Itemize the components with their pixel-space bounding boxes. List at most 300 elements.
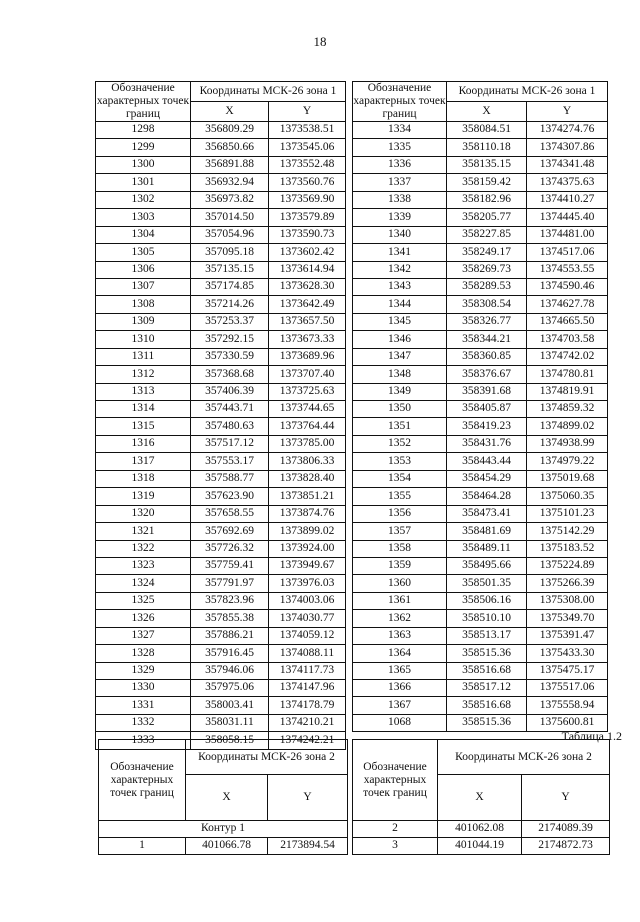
x-value: 357330.59 — [191, 348, 269, 365]
y-value: 1374117.73 — [269, 662, 346, 679]
table-row — [96, 366, 346, 383]
y-value: 1374445.40 — [527, 209, 608, 226]
x-value: 358516.68 — [447, 662, 527, 679]
table-row — [96, 645, 346, 662]
table-row — [96, 453, 346, 470]
table-row — [353, 366, 608, 383]
table-row — [353, 278, 608, 295]
x-value: 356850.66 — [191, 139, 269, 156]
point-number: 1312 — [96, 366, 191, 383]
x-value: 358205.77 — [447, 209, 527, 226]
table-row — [96, 610, 346, 627]
table-row — [353, 122, 608, 139]
point-number: 1351 — [353, 418, 447, 435]
y-value: 1375183.52 — [527, 540, 608, 557]
point-number: 1332 — [96, 714, 191, 731]
point-number: 1320 — [96, 505, 191, 522]
x-value: 357855.38 — [191, 610, 269, 627]
table-row — [353, 610, 608, 627]
table-row — [353, 453, 608, 470]
x-value: 358159.42 — [447, 174, 527, 191]
x-value: 358269.73 — [447, 261, 527, 278]
table-row — [96, 209, 346, 226]
point-number: 1352 — [353, 435, 447, 452]
point-number: 1331 — [96, 697, 191, 714]
point-number: 1302 — [96, 191, 191, 208]
y-value: 1374375.63 — [527, 174, 608, 191]
y-value: 1373851.21 — [269, 488, 346, 505]
point-number: 1336 — [353, 156, 447, 173]
x-value: 357054.96 — [191, 226, 269, 243]
y-value: 1373552.48 — [269, 156, 346, 173]
y-value: 1373545.06 — [269, 139, 346, 156]
point-number: 1343 — [353, 278, 447, 295]
table-row — [353, 505, 608, 522]
y-value: 1374938.99 — [527, 435, 608, 452]
y-value: 1375600.81 — [527, 714, 608, 731]
point-number: 1337 — [353, 174, 447, 191]
point-number: 1314 — [96, 401, 191, 418]
point-number: 1304 — [96, 226, 191, 243]
point-number: 1298 — [96, 122, 191, 139]
table-row — [96, 557, 346, 574]
x-value: 357014.50 — [191, 209, 269, 226]
point-number: 1321 — [96, 523, 191, 540]
contour-label: Контур 1 — [99, 821, 348, 838]
table-row — [353, 557, 608, 574]
table-row — [96, 714, 346, 731]
point-number: 1359 — [353, 557, 447, 574]
table-caption: Таблица 1.2 — [561, 729, 622, 743]
point-number: 1308 — [96, 296, 191, 313]
y-value: 1375224.89 — [527, 557, 608, 574]
x-value: 357174.85 — [191, 278, 269, 295]
x-value: 358182.96 — [447, 191, 527, 208]
y-value: 1375266.39 — [527, 575, 608, 592]
table-row — [353, 418, 608, 435]
y-value: 1373949.67 — [269, 557, 346, 574]
point-number: 1313 — [96, 383, 191, 400]
table-row — [353, 244, 608, 261]
coords-header: Координаты МСК-26 зона 1 — [191, 82, 346, 102]
y-value: 1374147.96 — [269, 680, 346, 697]
point-number: 1310 — [96, 331, 191, 348]
x-value: 358506.16 — [447, 592, 527, 609]
x-value: 357292.15 — [191, 331, 269, 348]
y-value: 1375517.06 — [527, 680, 608, 697]
y-value: 1375308.00 — [527, 592, 608, 609]
table-row — [96, 401, 346, 418]
x-value: 358454.29 — [447, 470, 527, 487]
y-value: 1375433.30 — [527, 645, 608, 662]
table-row — [96, 662, 346, 679]
table-row — [353, 435, 608, 452]
point-number: 1355 — [353, 488, 447, 505]
point-number: 1363 — [353, 627, 447, 644]
point-number: 1353 — [353, 453, 447, 470]
table-row — [96, 348, 346, 365]
point-number: 1354 — [353, 470, 447, 487]
x-value: 357214.26 — [191, 296, 269, 313]
x-value: 357791.97 — [191, 575, 269, 592]
x-value: 356973.82 — [191, 191, 269, 208]
x-value: 358289.53 — [447, 278, 527, 295]
point-number: 1305 — [96, 244, 191, 261]
point-number: 1317 — [96, 453, 191, 470]
y-value: 1373785.00 — [269, 435, 346, 452]
point-number: 1335 — [353, 139, 447, 156]
coordinates-table-left — [95, 81, 346, 750]
y-value: 1373689.96 — [269, 348, 346, 365]
point-number: 1358 — [353, 540, 447, 557]
x-value: 357553.17 — [191, 453, 269, 470]
table-row — [353, 331, 608, 348]
x-value: 357095.18 — [191, 244, 269, 261]
table-row — [353, 627, 608, 644]
table-row — [96, 418, 346, 435]
y-value: 1375101.23 — [527, 505, 608, 522]
y-value: 2174089.39 — [522, 821, 610, 838]
point-number: 1356 — [353, 505, 447, 522]
point-number: 1362 — [353, 610, 447, 627]
y-value: 1374088.11 — [269, 645, 346, 662]
point-number: 1361 — [353, 592, 447, 609]
x-value: 358391.68 — [447, 383, 527, 400]
table-row — [353, 261, 608, 278]
x-value: 358517.12 — [447, 680, 527, 697]
table-row — [353, 523, 608, 540]
y-value: 1375019.68 — [527, 470, 608, 487]
y-value: 1373806.33 — [269, 453, 346, 470]
x-value: 358501.35 — [447, 575, 527, 592]
point-number: 1365 — [353, 662, 447, 679]
table-row — [353, 488, 608, 505]
point-number: 1334 — [353, 122, 447, 139]
y-value: 1374210.21 — [269, 714, 346, 731]
x-value: 356809.29 — [191, 122, 269, 139]
x-value: 357623.90 — [191, 488, 269, 505]
point-number: 1 — [99, 838, 186, 855]
x-value: 357726.32 — [191, 540, 269, 557]
y-value: 1375060.35 — [527, 488, 608, 505]
y-value: 1373538.51 — [269, 122, 346, 139]
table-row — [96, 156, 346, 173]
point-number: 1303 — [96, 209, 191, 226]
table-row — [353, 401, 608, 418]
y-value: 1373744.65 — [269, 401, 346, 418]
y-header: Y — [269, 102, 346, 122]
x-value: 357443.71 — [191, 401, 269, 418]
point-number: 1350 — [353, 401, 447, 418]
table-row — [96, 627, 346, 644]
table-row — [96, 226, 346, 243]
x-value: 401044.19 — [438, 838, 522, 855]
coords-header: Координаты МСК-26 зона 1 — [447, 82, 608, 102]
y-value: 1374307.86 — [527, 139, 608, 156]
table-row — [96, 278, 346, 295]
x-value: 356891.88 — [191, 156, 269, 173]
y-value: 1375475.17 — [527, 662, 608, 679]
point-number: 1319 — [96, 488, 191, 505]
x-value: 358344.21 — [447, 331, 527, 348]
x-value: 401062.08 — [438, 821, 522, 838]
point-number: 1325 — [96, 592, 191, 609]
coords-header: Координаты МСК-26 зона 2 — [438, 740, 610, 775]
x-value: 357916.45 — [191, 645, 269, 662]
table-row — [353, 821, 610, 838]
x-value: 358308.54 — [447, 296, 527, 313]
y-value: 1374178.79 — [269, 697, 346, 714]
table-row — [353, 296, 608, 313]
table-row — [96, 174, 346, 191]
table-row — [353, 680, 608, 697]
y-value: 1374481.00 — [527, 226, 608, 243]
x-value: 357823.96 — [191, 592, 269, 609]
y-value: 1373673.33 — [269, 331, 346, 348]
x-value: 401066.78 — [186, 838, 268, 855]
y-value: 1374030.77 — [269, 610, 346, 627]
x-header: X — [438, 775, 522, 821]
x-value: 358110.18 — [447, 139, 527, 156]
point-number: 1357 — [353, 523, 447, 540]
table-row — [96, 435, 346, 452]
point-header: Обозначение характерных точек границ — [96, 82, 190, 120]
point-number: 1346 — [353, 331, 447, 348]
table-row — [353, 645, 608, 662]
y-value: 1374341.48 — [527, 156, 608, 173]
point-number: 1324 — [96, 575, 191, 592]
table-row — [96, 488, 346, 505]
table-row — [99, 838, 348, 855]
y-value: 1374819.91 — [527, 383, 608, 400]
point-number: 1339 — [353, 209, 447, 226]
point-number: 1326 — [96, 610, 191, 627]
y-header: Y — [522, 775, 610, 821]
table-row — [96, 122, 346, 139]
y-value: 1373642.49 — [269, 296, 346, 313]
point-number: 1323 — [96, 557, 191, 574]
table-row — [353, 348, 608, 365]
point-header: Обозначение характерных точек границ — [353, 82, 446, 120]
y-value: 1373707.40 — [269, 366, 346, 383]
y-value: 1374274.76 — [527, 122, 608, 139]
point-number: 1366 — [353, 680, 447, 697]
point-header: Обозначение характерных точек границ — [99, 740, 186, 821]
x-value: 357588.77 — [191, 470, 269, 487]
y-value: 1374517.06 — [527, 244, 608, 261]
x-value: 357975.06 — [191, 680, 269, 697]
y-value: 1373764.44 — [269, 418, 346, 435]
point-number: 1340 — [353, 226, 447, 243]
table-row — [353, 174, 608, 191]
y-value: 1374627.78 — [527, 296, 608, 313]
x-header: X — [447, 102, 527, 122]
point-number: 2 — [353, 821, 438, 838]
x-value: 358516.68 — [447, 697, 527, 714]
coordinates-table-right — [352, 81, 608, 732]
x-value: 357480.63 — [191, 418, 269, 435]
x-value: 358495.66 — [447, 557, 527, 574]
x-value: 358473.41 — [447, 505, 527, 522]
y-value: 1373657.50 — [269, 313, 346, 330]
page-number: 18 — [313, 34, 327, 49]
table-row — [96, 470, 346, 487]
table-row — [96, 592, 346, 609]
x-value: 357368.68 — [191, 366, 269, 383]
point-number: 1299 — [96, 139, 191, 156]
zone2-table-left — [98, 739, 348, 855]
table-row — [96, 313, 346, 330]
point-number: 1322 — [96, 540, 191, 557]
table-row — [353, 662, 608, 679]
table-row — [96, 697, 346, 714]
x-value: 357406.39 — [191, 383, 269, 400]
table-row — [353, 191, 608, 208]
x-value: 358515.36 — [447, 645, 527, 662]
table-row — [353, 470, 608, 487]
x-value: 358513.17 — [447, 627, 527, 644]
table-row — [96, 680, 346, 697]
x-value: 358515.36 — [447, 714, 527, 731]
y-header: Y — [268, 775, 348, 821]
x-value: 357253.37 — [191, 313, 269, 330]
coords-header: Координаты МСК-26 зона 2 — [186, 740, 348, 775]
point-number: 1301 — [96, 174, 191, 191]
y-value: 1374899.02 — [527, 418, 608, 435]
y-value: 1373924.00 — [269, 540, 346, 557]
table-row — [96, 540, 346, 557]
point-number: 3 — [353, 838, 438, 855]
x-value: 358443.44 — [447, 453, 527, 470]
point-number: 1341 — [353, 244, 447, 261]
y-value: 1373628.30 — [269, 278, 346, 295]
point-number: 1328 — [96, 645, 191, 662]
zone2-table-right — [352, 739, 610, 855]
x-header: X — [191, 102, 269, 122]
table-row — [353, 697, 608, 714]
x-value: 357759.41 — [191, 557, 269, 574]
point-number: 1364 — [353, 645, 447, 662]
table-row — [96, 331, 346, 348]
y-value: 1374703.58 — [527, 331, 608, 348]
table-row — [96, 575, 346, 592]
table-row — [353, 139, 608, 156]
x-value: 357517.12 — [191, 435, 269, 452]
point-number: 1307 — [96, 278, 191, 295]
point-header: Обозначение характерных точек границ — [353, 740, 438, 821]
y-value: 1375349.70 — [527, 610, 608, 627]
point-number: 1344 — [353, 296, 447, 313]
y-value: 1373899.02 — [269, 523, 346, 540]
point-number: 1068 — [353, 714, 447, 731]
x-value: 358431.76 — [447, 435, 527, 452]
x-value: 358489.11 — [447, 540, 527, 557]
x-value: 357886.21 — [191, 627, 269, 644]
table-row — [353, 575, 608, 592]
table-row — [96, 139, 346, 156]
y-value: 1374742.02 — [527, 348, 608, 365]
point-number: 1349 — [353, 383, 447, 400]
x-value: 358510.10 — [447, 610, 527, 627]
x-value: 357946.06 — [191, 662, 269, 679]
point-number: 1367 — [353, 697, 447, 714]
y-value: 1374003.06 — [269, 592, 346, 609]
x-value: 358058.15 — [191, 732, 269, 749]
table-row — [353, 226, 608, 243]
point-number: 1306 — [96, 261, 191, 278]
table-row — [353, 209, 608, 226]
x-header: X — [186, 775, 268, 821]
x-value: 358360.85 — [447, 348, 527, 365]
x-value: 357692.69 — [191, 523, 269, 540]
point-number: 1347 — [353, 348, 447, 365]
point-number: 1342 — [353, 261, 447, 278]
table-row — [353, 383, 608, 400]
table-row — [96, 296, 346, 313]
y-value: 1374859.32 — [527, 401, 608, 418]
y-value: 1374979.22 — [527, 453, 608, 470]
y-value: 1374665.50 — [527, 313, 608, 330]
point-number: 1309 — [96, 313, 191, 330]
point-number: 1318 — [96, 470, 191, 487]
y-value: 1374553.55 — [527, 261, 608, 278]
x-value: 357658.55 — [191, 505, 269, 522]
point-number: 1300 — [96, 156, 191, 173]
point-number: 1315 — [96, 418, 191, 435]
table-row — [353, 540, 608, 557]
table-row — [96, 523, 346, 540]
y-value: 1373725.63 — [269, 383, 346, 400]
x-value: 358405.87 — [447, 401, 527, 418]
table-row — [96, 383, 346, 400]
y-value: 1374410.27 — [527, 191, 608, 208]
x-value: 356932.94 — [191, 174, 269, 191]
y-header: Y — [527, 102, 608, 122]
table-row — [96, 244, 346, 261]
point-number: 1327 — [96, 627, 191, 644]
y-value: 1375558.94 — [527, 697, 608, 714]
y-value: 2174872.73 — [522, 838, 610, 855]
y-value: 1373874.76 — [269, 505, 346, 522]
table-row — [96, 261, 346, 278]
x-value: 358481.69 — [447, 523, 527, 540]
y-value: 1373590.73 — [269, 226, 346, 243]
x-value: 358464.28 — [447, 488, 527, 505]
y-value: 1373614.94 — [269, 261, 346, 278]
table-row — [353, 313, 608, 330]
x-value: 358135.15 — [447, 156, 527, 173]
y-value: 1373828.40 — [269, 470, 346, 487]
y-value: 1375142.29 — [527, 523, 608, 540]
point-number: 1316 — [96, 435, 191, 452]
y-value: 1375391.47 — [527, 627, 608, 644]
table-row — [353, 156, 608, 173]
point-number: 1338 — [353, 191, 447, 208]
y-value: 1374242.21 — [269, 732, 346, 749]
table-row — [96, 505, 346, 522]
x-value: 358031.11 — [191, 714, 269, 731]
y-value: 1373602.42 — [269, 244, 346, 261]
x-value: 358326.77 — [447, 313, 527, 330]
point-number: 1333 — [96, 732, 191, 749]
point-number: 1311 — [96, 348, 191, 365]
y-value: 1373976.03 — [269, 575, 346, 592]
x-value: 358419.23 — [447, 418, 527, 435]
table-row — [353, 592, 608, 609]
point-number: 1348 — [353, 366, 447, 383]
x-value: 358084.51 — [447, 122, 527, 139]
y-value: 1373560.76 — [269, 174, 346, 191]
